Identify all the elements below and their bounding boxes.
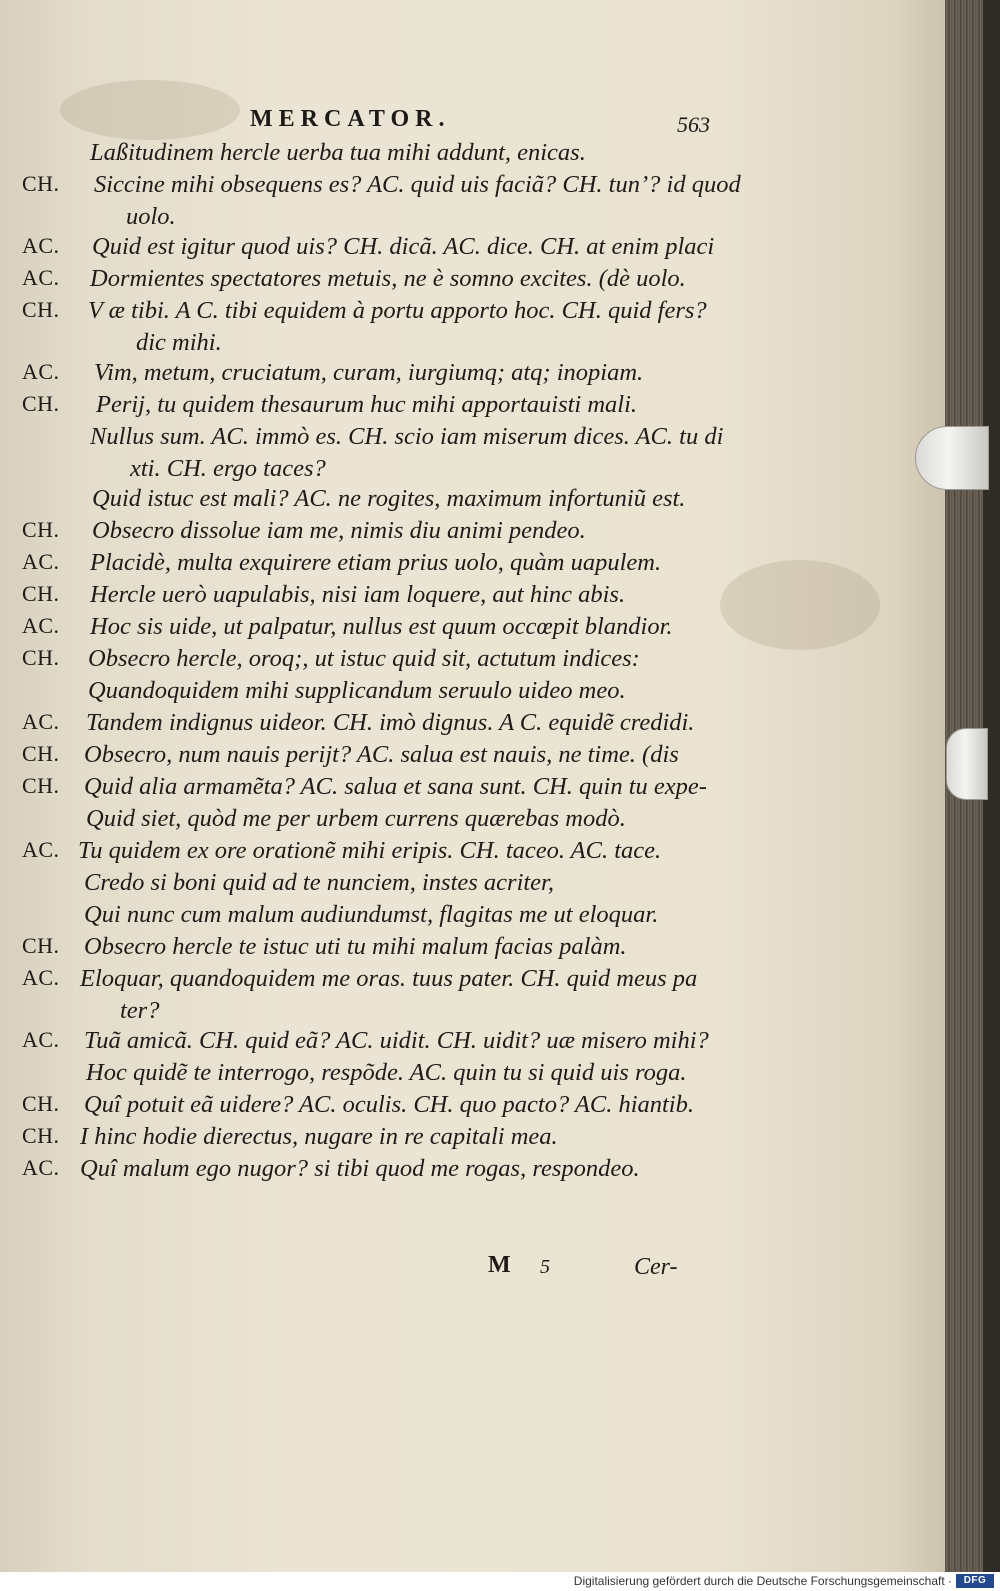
speaker-label: AC. xyxy=(22,613,60,638)
speaker-label: AC. xyxy=(22,1155,60,1180)
line-text: I hinc hodie dierectus, nugare in re capitali mea. xyxy=(80,1123,558,1150)
text-line xyxy=(0,1091,920,1123)
funding-credit: Digitalisierung gefördert durch die Deutsche Forschungsgemeinschaft · xyxy=(573,1574,952,1588)
text-line xyxy=(0,837,920,869)
speaker-label: CH. xyxy=(22,741,60,766)
line-text: Nullus sum. AC. immò es. CH. scio iam miserum dices. AC. tu di xyxy=(90,423,724,450)
speaker-label: AC. xyxy=(22,1027,60,1052)
line-text: ter? xyxy=(120,997,160,1024)
text-line xyxy=(0,581,920,613)
text-line xyxy=(0,297,920,329)
signature-mark: M xyxy=(488,1252,511,1278)
text-line xyxy=(0,645,920,677)
speaker-label: CH. xyxy=(22,773,60,798)
line-text: Perij, tu quidem thesaurum huc mihi apportauisti mali. xyxy=(96,391,638,418)
line-text: Obsecro, num nauis perijt? AC. salua est nauis, ne time. (dis xyxy=(84,741,679,768)
line-text: Obsecro hercle te istuc uti tu mihi malum facias palàm. xyxy=(84,933,627,960)
book-clamp-tab xyxy=(946,728,988,800)
line-text: Tu quidem ex ore orationẽ mihi eripis. CH. taceo. AC. tace. xyxy=(78,837,662,864)
text-line xyxy=(0,517,920,549)
text-line xyxy=(0,171,920,203)
speaker-label: CH. xyxy=(22,1091,60,1116)
book-clamp-tab xyxy=(915,426,989,490)
line-text: Quî potuit eã uidere? AC. oculis. CH. quo pacto? AC. hiantib. xyxy=(84,1091,694,1118)
dfg-logo: DFG xyxy=(956,1574,994,1588)
text-line xyxy=(0,423,920,455)
line-text: Eloquar, quandoquidem me oras. tuus pater. CH. quid meus pa xyxy=(80,965,698,992)
line-text: Quandoquidem mihi supplicandum seruulo uideo meo. xyxy=(88,677,626,704)
line-text: Hercle uerò uapulabis, nisi iam loquere, aut hinc abis. xyxy=(90,581,626,608)
text-line xyxy=(0,203,920,233)
speaker-label: AC. xyxy=(22,837,60,862)
text-line xyxy=(0,455,920,485)
line-text: Tuã amicã. CH. quid eã? AC. uidit. CH. uidit? uæ misero mihi? xyxy=(84,1027,709,1054)
text-line xyxy=(0,329,920,359)
text-line xyxy=(0,359,920,391)
text-line xyxy=(0,265,920,297)
text-line xyxy=(0,677,920,709)
text-line xyxy=(0,933,920,965)
speaker-label: AC. xyxy=(22,549,60,574)
signature-line xyxy=(488,1252,708,1286)
text-line xyxy=(0,549,920,581)
line-text: Quid istuc est mali? AC. ne rogites, maximum infortuniũ est. xyxy=(92,485,686,512)
page-stain xyxy=(60,80,240,140)
line-text: uolo. xyxy=(126,203,176,230)
signature-number: 5 xyxy=(540,1256,550,1278)
line-text: Vim, metum, cruciatum, curam, iurgiumq; atq; inopiam. xyxy=(94,359,644,386)
line-text: Dormientes spectatores metuis, ne è somno excites. (dè uolo. xyxy=(90,265,686,292)
line-text: Siccine mihi obsequens es? AC. quid uis faciã? CH. tun’? id quod xyxy=(94,171,741,198)
line-text: dic mihi. xyxy=(136,329,222,356)
page-header xyxy=(250,106,710,138)
text-line xyxy=(0,139,920,171)
running-title: MERCATOR. xyxy=(250,106,451,132)
speaker-label: AC. xyxy=(22,965,60,990)
text-line xyxy=(0,1027,920,1059)
text-line xyxy=(0,965,920,997)
text-line xyxy=(0,997,920,1027)
line-text: Quid est igitur quod uis? CH. dicã. AC. dice. CH. at enim placi xyxy=(92,233,715,260)
speaker-label: CH. xyxy=(22,517,60,542)
speaker-label: CH. xyxy=(22,581,60,606)
line-text: Quid siet, quòd me per urbem currens quærebas modò. xyxy=(86,805,626,832)
line-text: Credo si boni quid ad te nunciem, instes acriter, xyxy=(84,869,554,896)
text-line xyxy=(0,1059,920,1091)
speaker-label: CH. xyxy=(22,933,60,958)
line-text: Qui nunc cum malum audiundumst, flagitas me ut eloquar. xyxy=(84,901,659,928)
text-line xyxy=(0,613,920,645)
text-line xyxy=(0,805,920,837)
line-text: Laßitudinem hercle uerba tua mihi addunt, enicas. xyxy=(90,139,586,166)
line-text: Hoc sis uide, ut palpatur, nullus est quum occœpit blandior. xyxy=(90,613,673,640)
speaker-label: CH. xyxy=(22,391,60,416)
line-text: Quî malum ego nugor? si tibi quod me rogas, respondeo. xyxy=(80,1155,640,1182)
text-line xyxy=(0,741,920,773)
text-line xyxy=(0,391,920,423)
line-text: Tandem indignus uideor. CH. imò dignus. A C. equidẽ credidi. xyxy=(86,709,695,736)
speaker-label: CH. xyxy=(22,645,60,670)
text-line xyxy=(0,869,920,901)
text-line xyxy=(0,709,920,741)
digitization-footer xyxy=(0,1572,1000,1591)
dialogue-text xyxy=(0,139,920,1187)
text-line xyxy=(0,233,920,265)
speaker-label: CH. xyxy=(22,1123,60,1148)
speaker-label: CH. xyxy=(22,297,60,322)
line-text: V æ tibi. A C. tibi equidem à portu apporto hoc. CH. quid fers? xyxy=(88,297,707,324)
text-line xyxy=(0,485,920,517)
speaker-label: CH. xyxy=(22,171,60,196)
text-line xyxy=(0,1155,920,1187)
text-line xyxy=(0,901,920,933)
line-text: xti. CH. ergo taces? xyxy=(130,455,326,482)
line-text: Hoc quidẽ te interrogo, respõde. AC. quin tu si quid uis roga. xyxy=(86,1059,687,1086)
speaker-label: AC. xyxy=(22,233,60,258)
catchword: Cer- xyxy=(634,1254,678,1280)
line-text: Quid alia armamẽta? AC. salua et sana sunt. CH. quin tu expe- xyxy=(84,773,707,800)
text-line xyxy=(0,773,920,805)
speaker-label: AC. xyxy=(22,265,60,290)
speaker-label: AC. xyxy=(22,359,60,384)
speaker-label: AC. xyxy=(22,709,60,734)
line-text: Obsecro hercle, oroq;, ut istuc quid sit, actutum indices: xyxy=(88,645,640,672)
folio-number: 563 xyxy=(677,112,710,137)
line-text: Obsecro dissolue iam me, nimis diu animi pendeo. xyxy=(92,517,586,544)
text-line xyxy=(0,1123,920,1155)
line-text: Placidè, multa exquirere etiam prius uolo, quàm uapulem. xyxy=(90,549,662,576)
